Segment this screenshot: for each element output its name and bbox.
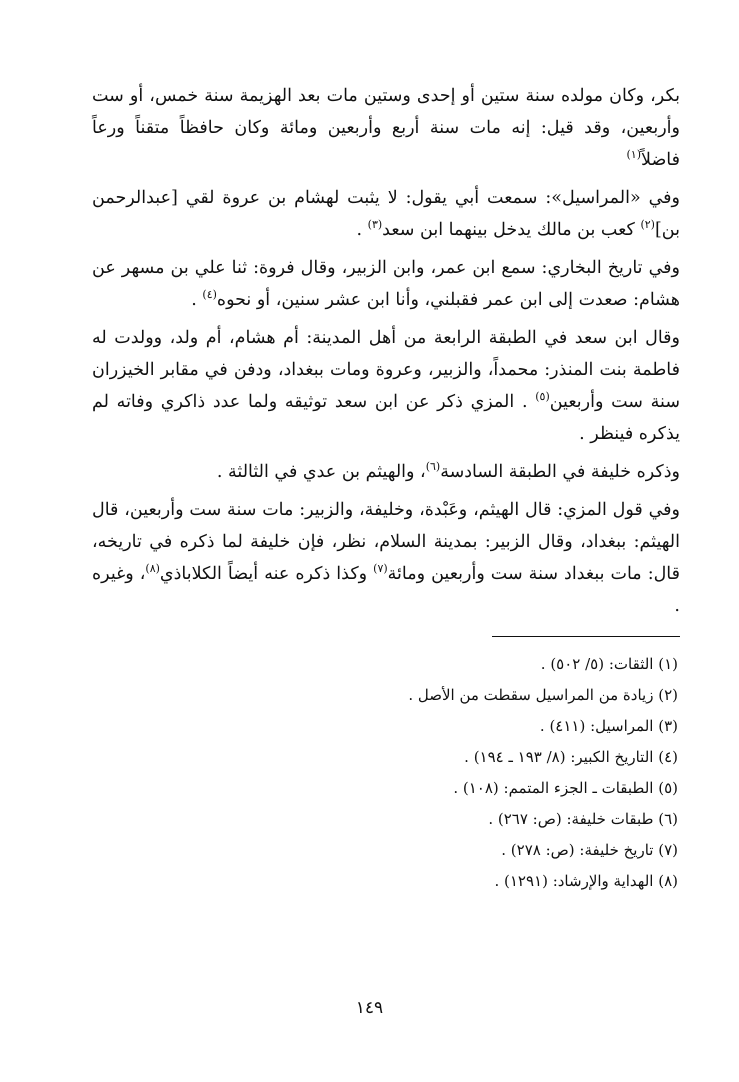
paragraph [92, 182, 680, 246]
footnote-item: (٢) زيادة من المراسيل سقطت من الأصل . [408, 686, 678, 704]
footnote-item: (٧) تاريخ خليفة: (ص: ٢٧٨) . [501, 841, 678, 859]
page-body [92, 80, 680, 897]
footnote-item: (٥) الطبقات ـ الجزء المتمم: (١٠٨) . [453, 779, 678, 797]
footnote-reference: (٧) [373, 562, 388, 576]
paragraph-text: ، وغيره . [92, 564, 680, 616]
paragraph-text: . [191, 290, 203, 310]
main-text [92, 80, 680, 622]
footnote-item: (٣) المراسيل: (٤١١) . [539, 717, 678, 735]
paragraph [92, 456, 680, 488]
footnote-reference: (٣) [367, 218, 383, 232]
footnote-reference: (٦) [425, 460, 441, 474]
footnote-reference: (٤) [202, 288, 217, 302]
paragraph-text: وفي قول المزي: قال الهيثم، وعَبْدة، وخليفة، والزبير: مات سنة ست وأربعين، قال الهيثم: ببغداد، وقال الزبير: بمدينة السلام، نظر، فإن خليفة لما ذكره في تاريخه، قال: مات ببغداد سنة ست وأربعين ومائة [92, 500, 681, 584]
footnote-reference: (٨) [145, 562, 160, 576]
paragraph-text: وفي تاريخ البخاري: سمع ابن عمر، وابن الزبير، وقال فروة: ثنا علي بن مسهر عن هشام: صعدت إلى ابن عمر فقبلني، وأنا ابن عشر سنين، أو نحوه [92, 258, 680, 310]
footnotes-list [92, 649, 680, 897]
paragraph-text: . [356, 220, 368, 240]
footnote-reference: (٥) [535, 390, 550, 404]
paragraph-text: وذكره خليفة في الطبقة السادسة [440, 462, 680, 482]
paragraph [92, 252, 680, 316]
footnote-item: (٨) الهداية والإرشاد: (١٢٩١) . [494, 872, 678, 890]
paragraph [92, 322, 680, 450]
page-number: ١٤٩ [355, 998, 384, 1018]
footnote-reference: (١) [626, 148, 641, 162]
paragraph [92, 494, 680, 622]
paragraph [92, 80, 680, 176]
paragraph-text: وفي «المراسيل»: سمعت أبي يقول: لا يثبت لهشام بن عروة لقي [عبدالرحمن بن] [92, 188, 680, 240]
footnote-separator [492, 636, 680, 637]
paragraph-text: ، والهيثم بن عدي في الثالثة . [216, 462, 426, 482]
footnote-item: (٤) التاريخ الكبير: (٨/ ١٩٣ ـ ١٩٤) . [464, 748, 678, 766]
paragraph-text: كعب بن مالك يدخل بينهما ابن سعد [382, 220, 641, 240]
footnote-item: (١) الثقات: (٥/ ٥٠٢) . [540, 655, 678, 673]
footnote-item: (٦) طبقات خليفة: (ص: ٢٦٧) . [488, 810, 678, 828]
paragraph-text: وكذا ذكره عنه أيضاً الكلاباذي [159, 564, 374, 584]
paragraph-text: وقال ابن سعد في الطبقة الرابعة من أهل المدينة: أم هشام، أم ولد، وولدت له فاطمة بنت المنذر: محمداً، والزبير، وعروة ومات ببغداد، ودفن في مقابر الخيزران سنة ست وأربعين [92, 328, 680, 412]
paragraph-text: . المزي ذكر عن ابن سعد توثيقه ولما عدد ذاكري وفاته لم يذكره فينظر . [92, 392, 680, 444]
paragraph-text: بكر، وكان مولده سنة ستين أو إحدى وستين مات بعد الهزيمة سنة خمس، أو ست وأربعين، وقد قيل: إنه مات سنة أربع وأربعين ومائة وكان حافظاً متقناً ورعاً فاضلاً [92, 86, 680, 170]
footnote-reference: (٢) [640, 218, 655, 232]
